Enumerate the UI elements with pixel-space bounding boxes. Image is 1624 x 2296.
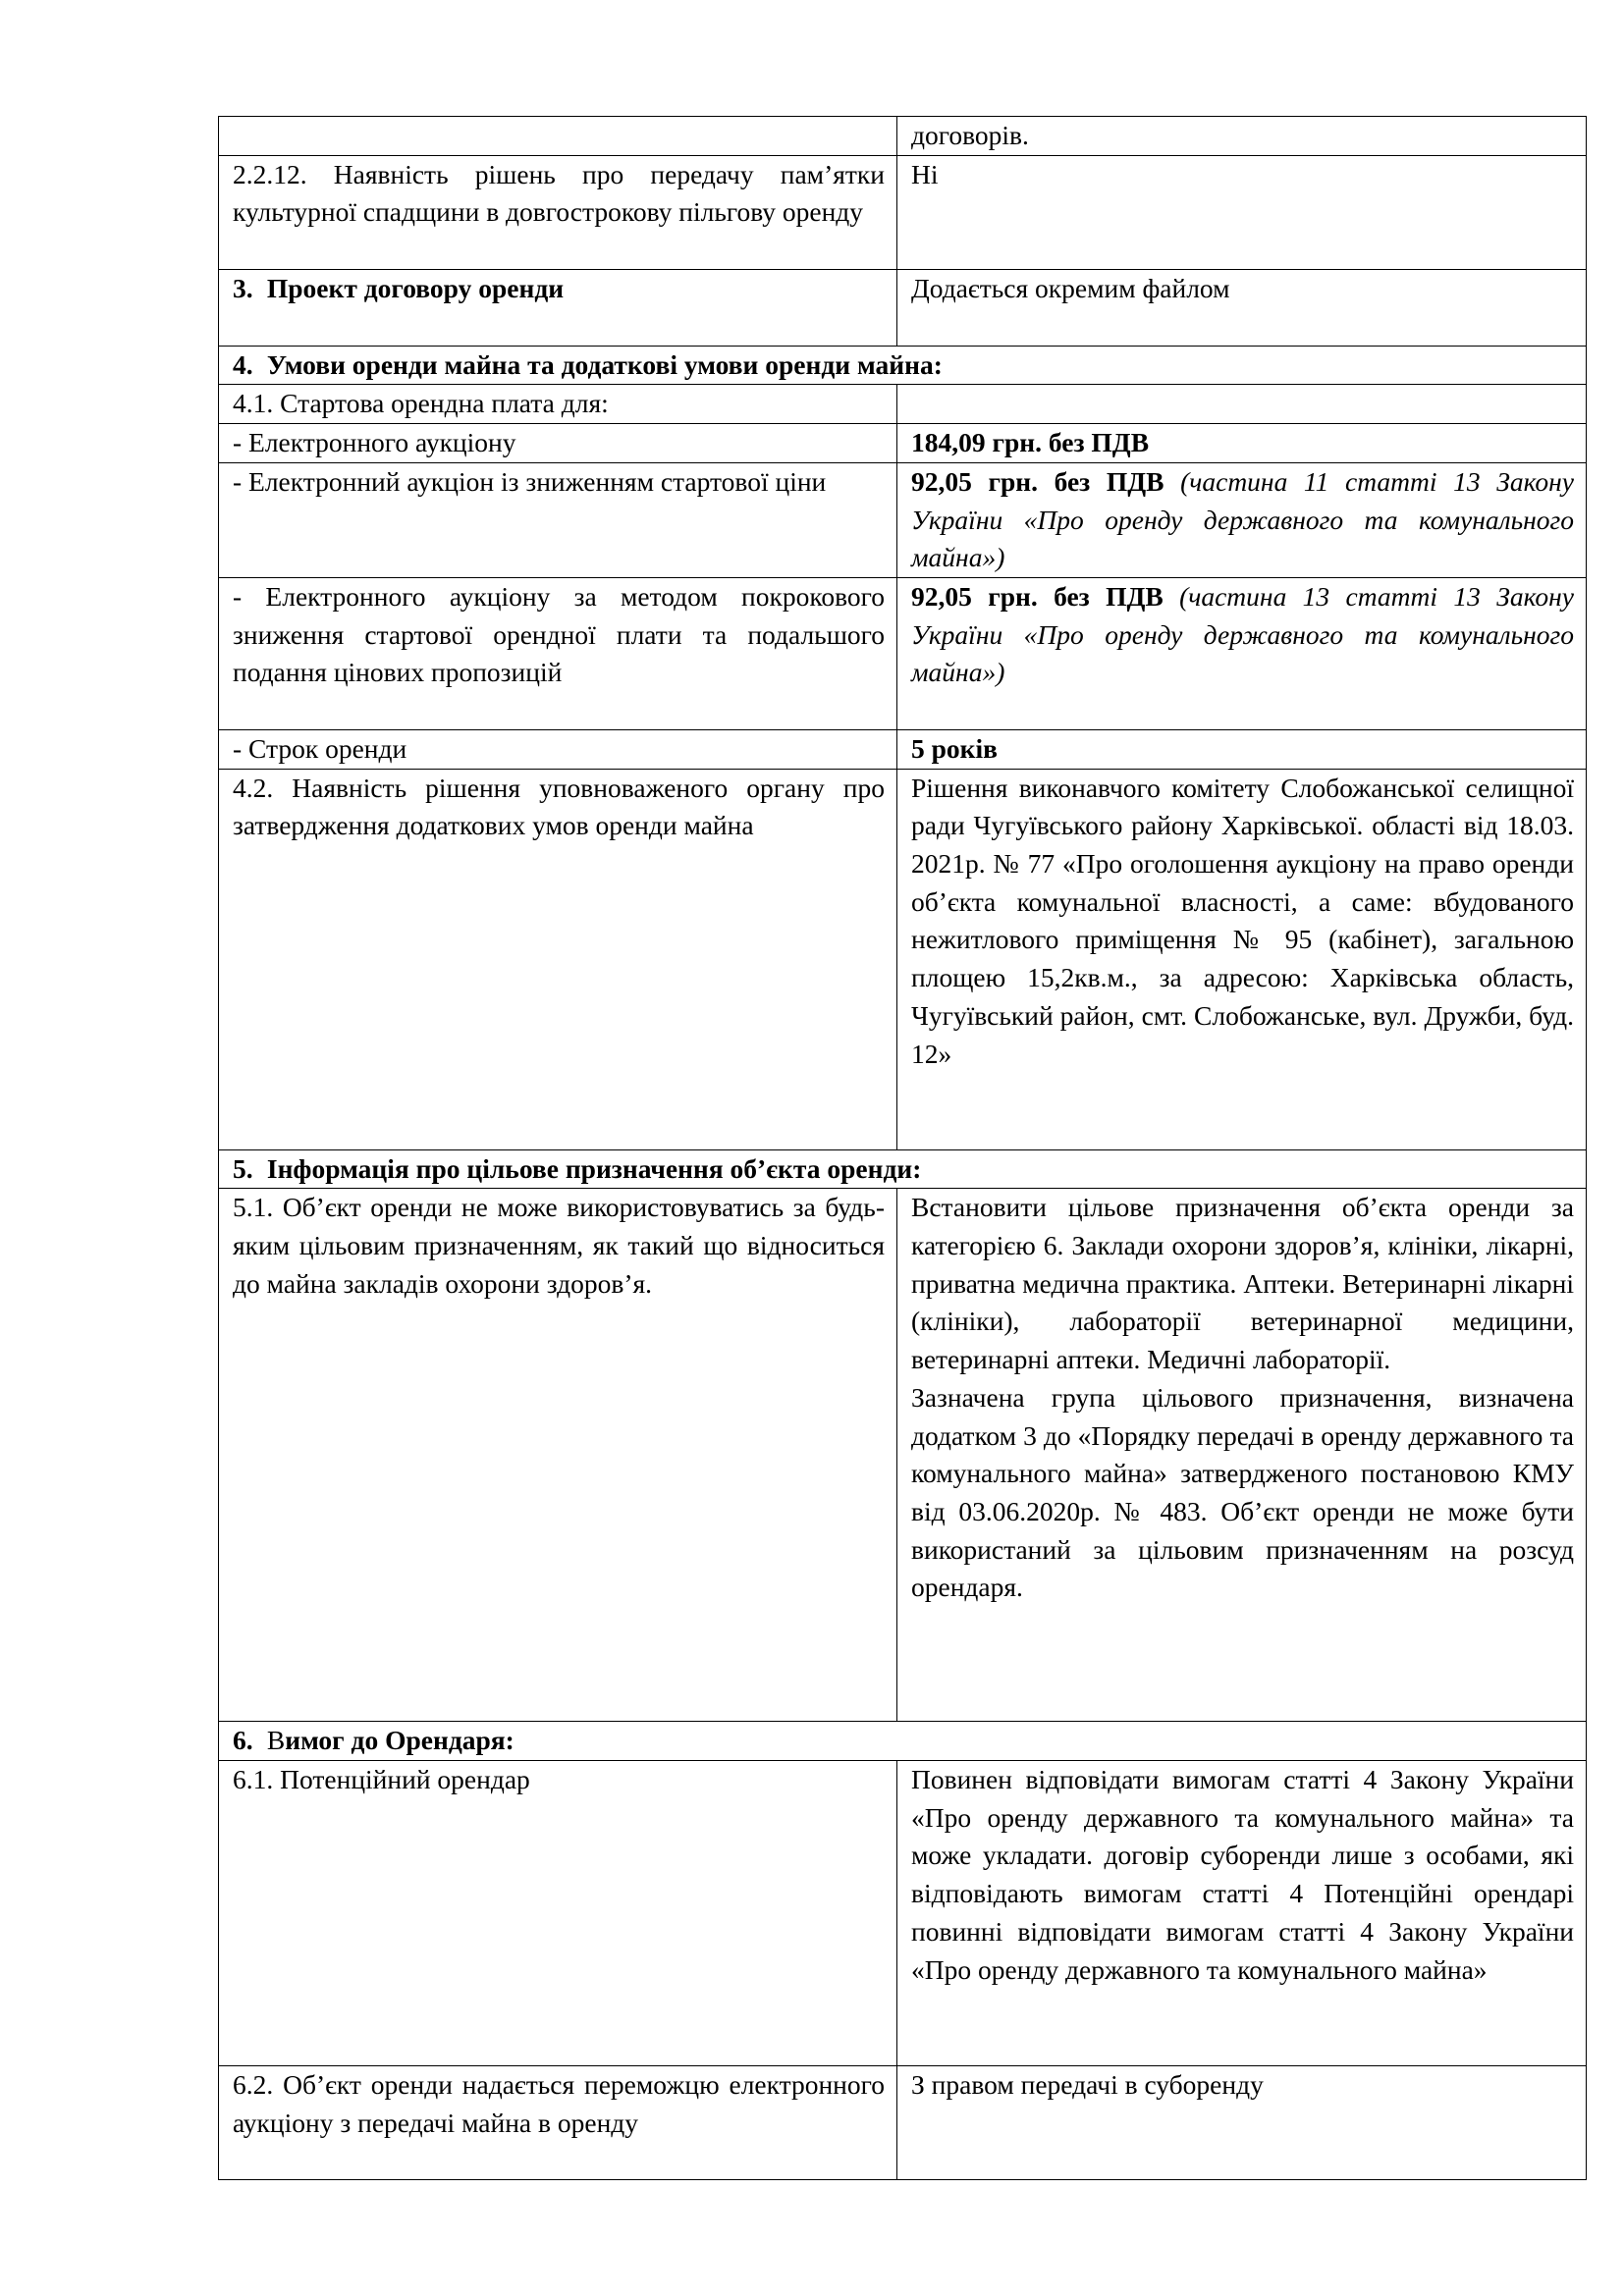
legal-reference: (частина 11 статті 13 Закону України «Про оренду державного та комунального майна») (911, 465, 1574, 573)
rent-amount: 92,05 грн. без ПДВ (911, 465, 1164, 497)
table-cell (897, 462, 1587, 577)
section-title: имог до Орендаря: (285, 1725, 514, 1756)
section-label: Проект договору оренди (266, 272, 565, 303)
table-cell: 184,09 грн. без ПДВ (897, 424, 1587, 463)
lease-terms-table (218, 116, 1587, 2180)
section-header (219, 1149, 1587, 1189)
paragraph: Встановити цільове призначення об’єкта оренди за категорією 6. Заклади охорони здоров’я, клініки, лікарні, приватна медична практика. Аптеки. Ветеринарні лікарні (клініки), лабораторії ветеринарної медицини, ветеринарні аптеки. Медичні лабораторії. (911, 1192, 1574, 1375)
section-header (219, 1722, 1587, 1761)
table-cell (897, 1189, 1587, 1722)
table-row (219, 462, 1587, 577)
rent-amount: 92,05 грн. без ПДВ (911, 580, 1164, 612)
table-cell (219, 117, 897, 156)
table-cell: 5.1. Об’єкт оренди не може використовуватись за будь-яким цільовим призначенням, як такий що відноситься до майна закладів охорони здоров’я. (219, 1189, 897, 1722)
section-header-row (219, 346, 1587, 385)
table-row (219, 577, 1587, 729)
table-cell: З правом передачі в суборенду (897, 2066, 1587, 2180)
table-cell: 5 років (897, 729, 1587, 769)
table-row (219, 729, 1587, 769)
section-number: 6. (233, 1725, 253, 1756)
section-title: Інформація про цільове призначення об’єкта оренди: (266, 1152, 922, 1184)
table-row (219, 385, 1587, 424)
table-cell: Рішення виконавчого комітету Слобожанської селищної ради Чугуївського району Харківської. області від 18.03. 2021р. № 77 «Про оголошення аукціону на право оренди об’єкта комунальної власності, а саме: вбудованого нежитлового приміщення № 95 (кабінет), загальною площею 15,2кв.м., за адресою: Харківська область, Чугуївський район, смт. Слобожанське, вул. Дружби, буд. 12» (897, 769, 1587, 1149)
table-cell: - Електронного аукціону (219, 424, 897, 463)
table-cell: - Електронний аукціон із зниженням стартової ціни (219, 462, 897, 577)
table-cell (897, 577, 1587, 729)
table-row (219, 1189, 1587, 1722)
table-cell: 2.2.12. Наявність рішень про передачу пам’ятки культурної спадщини в довгострокову пільгову оренду (219, 155, 897, 269)
section-header-row (219, 1722, 1587, 1761)
table-row (219, 1761, 1587, 2066)
table-row (219, 269, 1587, 346)
table-cell: - Електронного аукціону за методом покрокового зниження стартової орендної плати та подальшого подання цінових пропозицій (219, 577, 897, 729)
table-cell (219, 269, 897, 346)
table-row (219, 2066, 1587, 2180)
table-cell: 6.2. Об’єкт оренди надається переможцю електронного аукціону з передачі майна в оренду (219, 2066, 897, 2180)
section-number: 3. (233, 272, 253, 303)
section-header (219, 346, 1587, 385)
table-cell: Повинен відповідати вимогам статті 4 Закону України «Про оренду державного та комунального майна» та може укладати. договір суборенди лише з особами, які відповідають вимогам статті 4 Потенційні орендарі повинні відповідати вимогам статті 4 Закону України «Про оренду державного та комунального майна» (897, 1761, 1587, 2066)
table-cell: - Строк оренди (219, 729, 897, 769)
legal-reference: (частина 13 статті 13 Закону України «Про оренду державного та комунального майна») (911, 580, 1574, 688)
table-row (219, 117, 1587, 156)
section-number: 4. (233, 348, 253, 380)
section-header-row (219, 1149, 1587, 1189)
table-row (219, 424, 1587, 463)
table-row (219, 155, 1587, 269)
table-cell: Ні (897, 155, 1587, 269)
section-title-lead: В (266, 1725, 286, 1756)
table-cell: Додається окремим файлом (897, 269, 1587, 346)
section-number: 5. (233, 1152, 253, 1184)
section-title: Умови оренди майна та додаткові умови оренди майна: (266, 348, 943, 380)
table-cell: 4.1. Стартова орендна плата для: (219, 385, 897, 424)
table-cell (897, 385, 1587, 424)
table-cell: 6.1. Потенційний орендар (219, 1761, 897, 2066)
table-cell: договорів. (897, 117, 1587, 156)
table-cell: 4.2. Наявність рішення уповноваженого органу про затвердження додаткових умов оренди майна (219, 769, 897, 1149)
table-row (219, 769, 1587, 1149)
paragraph: Зазначена група цільового призначення, визначена додатком 3 до «Порядку передачі в оренду державного та комунального майна» затвердженого постановою КМУ від 03.06.2020р. № 483. Об’єкт оренди не може бути використаний за цільовим призначенням на розсуд орендаря. (911, 1381, 1574, 1603)
